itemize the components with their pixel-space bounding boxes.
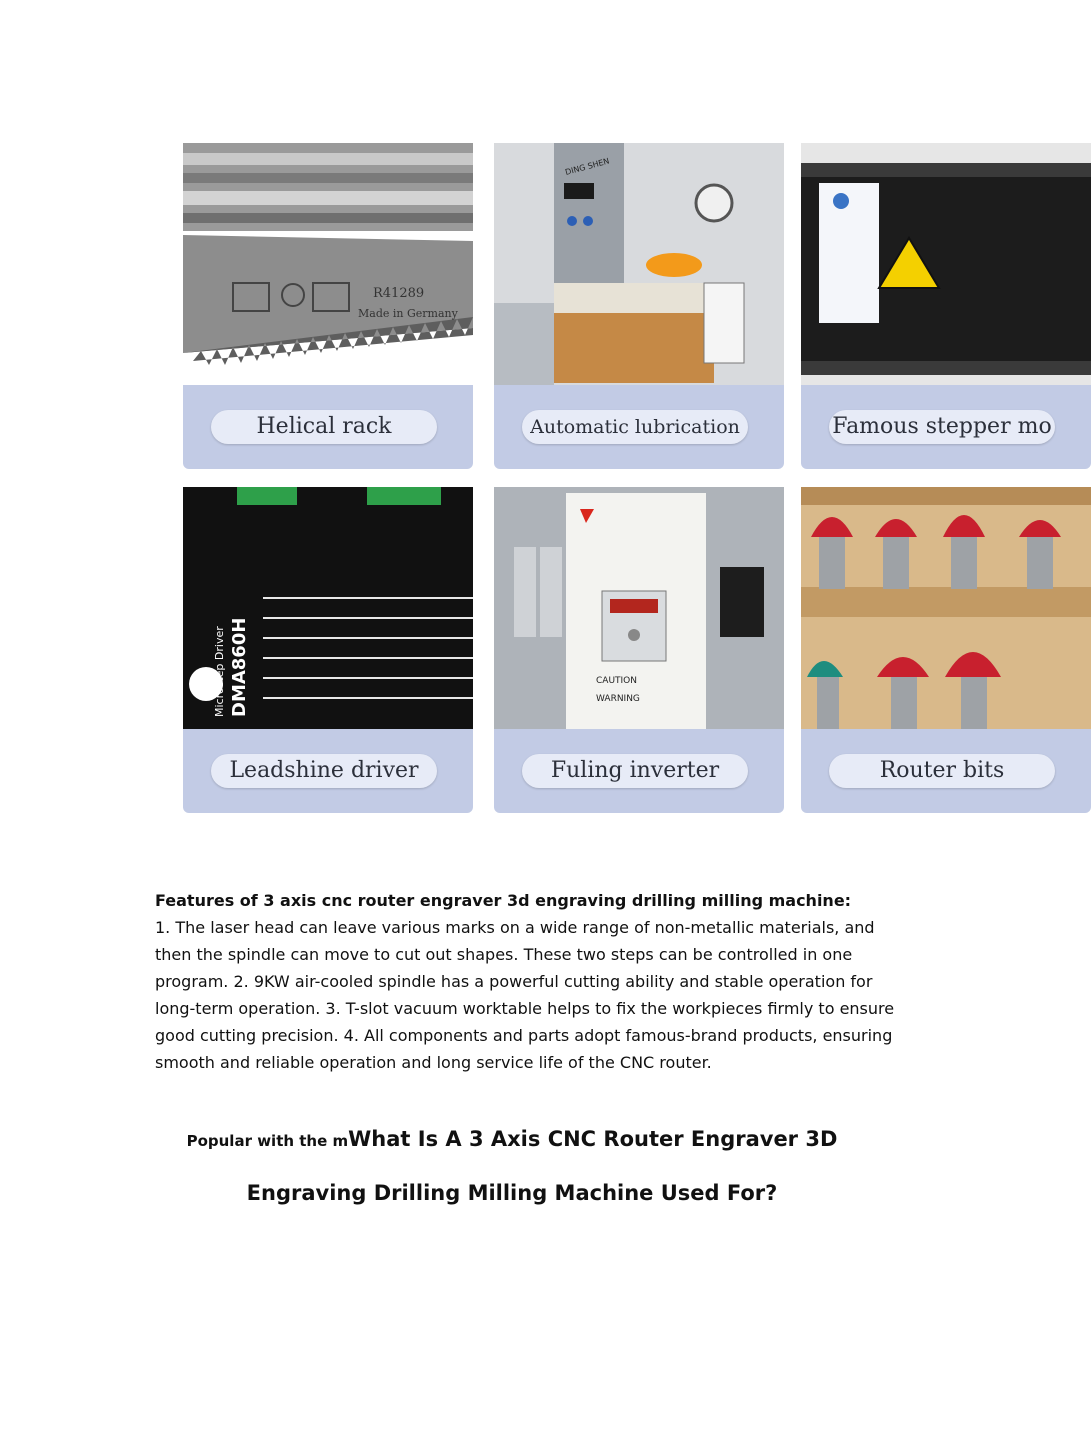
leadshine-driver-photo	[183, 487, 473, 729]
gallery-label-helical-rack: Helical rack	[211, 410, 437, 444]
gallery-label-stepper-motor: Famous stepper mo	[829, 410, 1055, 444]
features-section	[155, 887, 895, 1076]
gallery-card-leadshine-driver	[183, 487, 473, 813]
heading-line2-text: Engraving Drilling Milling Machine Used For?	[246, 1181, 778, 1205]
inverter-caution-text: CAUTION	[596, 676, 637, 686]
gallery-card-helical-rack	[183, 143, 473, 469]
gallery-label-router-bits: Router bits	[829, 754, 1055, 788]
inverter-warning-text: WARNING	[596, 694, 640, 704]
driver-type-text: Microstep Driver	[213, 626, 226, 717]
rack-origin-text: Made in Germany	[358, 307, 458, 320]
driver-model-text: DMA860H	[229, 617, 250, 717]
gallery-label-automatic-lubrication: Automatic lubrication	[522, 410, 748, 444]
gallery-card-fuling-inverter	[494, 487, 784, 813]
usage-heading-line1	[0, 1127, 1024, 1151]
heading-prefix: Popular with the m	[186, 1132, 349, 1150]
stepper-motor-photo	[801, 143, 1091, 385]
automatic-lubrication-photo	[494, 143, 784, 385]
features-body: 1. The laser head can leave various marks on a wide range of non-metallic materials, and then the spindle can move to cut out shapes. These two steps can be controlled in one program. 2. 9KW air-cooled spindle has a powerful cutting ability and stable operation for long-term operation. 3. T-slot vacuum worktable helps to fix the workpieces firmly to ensure good cutting precision. 4. All components and parts adopt famous-brand products, ensuring smooth and reliable operation and long service life of the CNC router.	[155, 918, 895, 1072]
router-bits-photo	[801, 487, 1091, 729]
gallery-card-router-bits	[801, 487, 1091, 813]
fuling-inverter-photo	[494, 487, 784, 729]
usage-heading-line2	[0, 1181, 1024, 1205]
lubricator-brand-text: DING SHEN	[564, 156, 611, 177]
features-title: Features of 3 axis cnc router engraver 3d engraving drilling milling machine:	[155, 891, 852, 910]
rack-serial-text: R41289	[373, 286, 425, 301]
gallery-card-automatic-lubrication	[494, 143, 784, 469]
gallery-label-leadshine-driver: Leadshine driver	[211, 754, 437, 788]
helical-rack-photo	[183, 143, 473, 385]
gallery-card-stepper-motor	[801, 143, 1091, 469]
gallery-label-fuling-inverter: Fuling inverter	[522, 754, 748, 788]
feature-photo-gallery	[183, 143, 1052, 815]
heading-line1-text: What Is A 3 Axis CNC Router Engraver 3D	[348, 1127, 838, 1151]
